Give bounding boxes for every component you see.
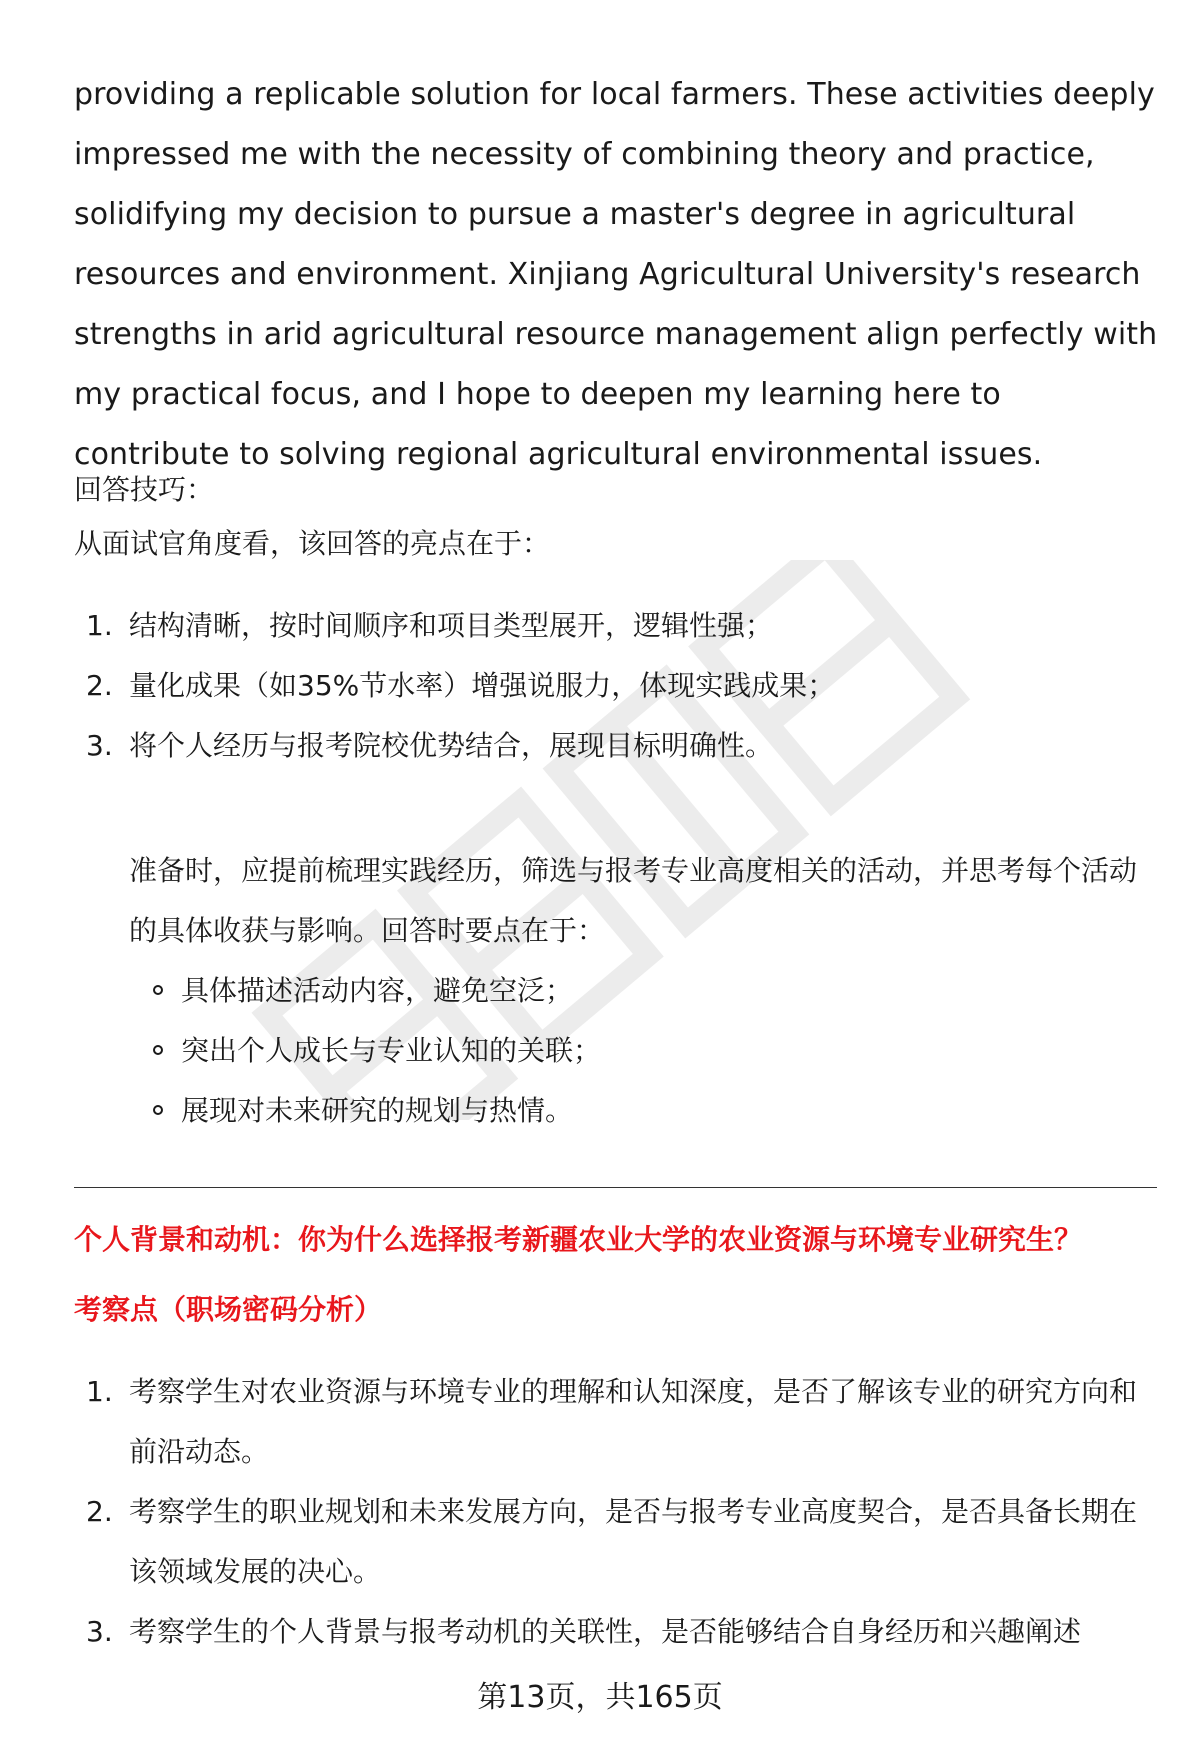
prep-paragraph: 准备时，应提前梳理实践经历，筛选与报考专业高度相关的活动，并思考每个活动的具体收获与影响。回答时要点在于： xyxy=(129,854,1138,947)
tips-item-number: 3. xyxy=(86,729,113,762)
question-point-number: 3. xyxy=(86,1615,113,1648)
circle-bullet-icon xyxy=(153,1105,163,1115)
circle-bullet-icon xyxy=(153,985,163,995)
prep-point-text: 展现对未来研究的规划与热情。 xyxy=(181,1094,574,1127)
page-number: 第13页，共165页 xyxy=(477,1680,723,1715)
tips-item xyxy=(74,656,1164,716)
prep-point xyxy=(129,1081,601,1141)
prep-point-text: 突出个人成长与专业认知的关联； xyxy=(181,1034,602,1067)
question-point xyxy=(74,1362,1164,1482)
question-point-text: 考察学生对农业资源与环境专业的理解和认知深度，是否了解该专业的研究方向和前沿动态。 xyxy=(129,1375,1138,1468)
tips-item-number: 1. xyxy=(86,609,113,642)
tips-item-number: 2. xyxy=(86,669,113,702)
question-point-number: 1. xyxy=(86,1375,113,1408)
section-divider xyxy=(74,1187,1157,1188)
question-point xyxy=(74,1602,1164,1662)
tips-item-text: 量化成果（如35%节水率）增强说服力，体现实践成果； xyxy=(129,669,836,702)
question-point-text: 考察学生的个人背景与报考动机的关联性，是否能够结合自身经历和兴趣阐述 xyxy=(129,1615,1082,1648)
question-point xyxy=(74,1482,1164,1602)
tips-item xyxy=(74,596,1164,656)
intro-paragraph: providing a replicable solution for local farmers. These activities deeply impressed me with the necessity of combining theory and practice, solidifying my decision to pursue a master's degree in agricultural resources and environment. Xinjiang Agricultural University's research strengths in arid agricultural resource management align perfectly with my practical focus, and I hope to deepen my learning here to contribute to solving regional agricultural environmental issues. xyxy=(74,77,1158,472)
prep-point-text: 具体描述活动内容，避免空泛； xyxy=(181,974,574,1007)
tips-item xyxy=(74,716,1164,776)
question-point-text: 考察学生的职业规划和未来发展方向，是否与报考专业高度契合，是否具备长期在该领域发展的决心。 xyxy=(129,1495,1138,1588)
tips-lead: 从面试官角度看，该回答的亮点在于： xyxy=(74,527,551,560)
circle-bullet-icon xyxy=(153,1045,163,1055)
prep-point xyxy=(129,961,601,1021)
tips-list xyxy=(74,596,1164,776)
question-points-list xyxy=(74,1362,1164,1662)
tips-item-text: 结构清晰，按时间顺序和项目类型展开，逻辑性强； xyxy=(129,609,774,642)
question-point-number: 2. xyxy=(86,1495,113,1528)
prep-points-list xyxy=(129,961,601,1141)
tips-label: 回答技巧： xyxy=(74,473,215,506)
tips-item-text: 将个人经历与报考院校优势结合，展现目标明确性。 xyxy=(129,729,774,762)
prep-point xyxy=(129,1021,601,1081)
question-subtitle: 考察点（职场密码分析） xyxy=(74,1293,383,1326)
question-title: 个人背景和动机：你为什么选择报考新疆农业大学的农业资源与环境专业研究生？ xyxy=(74,1223,1083,1256)
